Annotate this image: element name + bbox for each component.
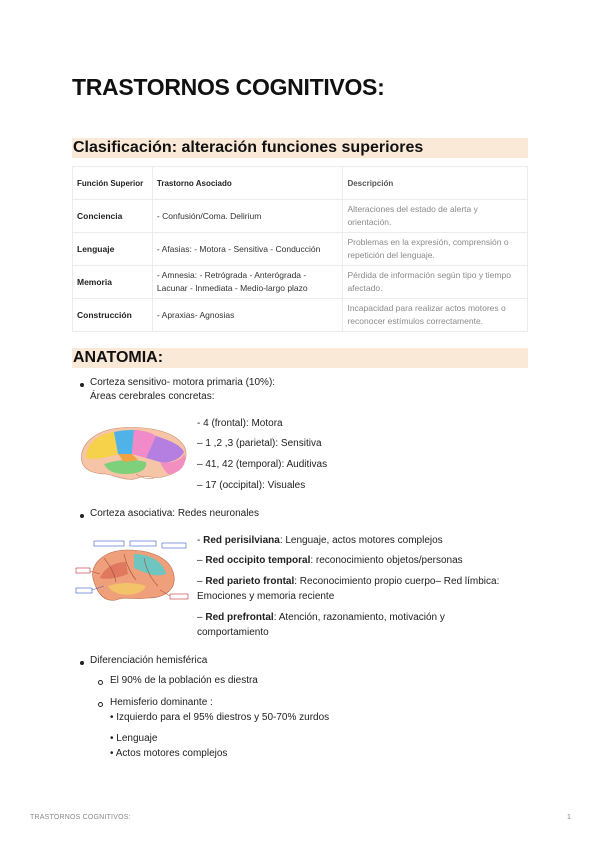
area-item: - 4 (frontal): Motora [197,418,283,429]
cell-description: Problemas en la expresión, comprensión o repetición del lenguaje. [343,233,528,266]
sub-bullet-circle [98,680,103,685]
dominant-item: • Actos motores complejos [110,748,228,759]
classification-heading: Clasificación: alteración funciones superiores [72,138,528,158]
page-title: TRASTORNOS COGNITIVOS: [72,74,385,100]
network-item: – Red prefrontal: Atención, razonamiento, motivación y [197,612,445,623]
area-item: – 41, 42 (temporal): Auditivas [197,459,328,470]
table-row [73,233,528,266]
cortex-primary-subtext: Áreas cerebrales concretas: [90,391,215,402]
network-item: – Red occipito temporal: reconocimiento objetos/personas [197,555,463,566]
header-function: Función Superior [73,167,153,200]
cell-function: Construcción [73,299,153,332]
cell-disorder: - Amnesia: - Retrógrada - Anterógrada - Lacunar - Inmediata - Medio-largo plazo [152,266,343,299]
dominant-hemisphere-text: Hemisferio dominante : [110,697,213,708]
classification-table [72,166,528,332]
right-handed-text: El 90% de la población es diestra [110,675,258,686]
network-item: - Red perisilviana: Lenguaje, actos motores complejos [197,535,443,546]
cell-disorder: - Apraxias- Agnosias [152,299,343,332]
cell-description: Incapacidad para realizar actos motores o reconocer estímulos correctamente. [343,299,528,332]
sub-bullet-circle [98,702,103,707]
bullet-dot [80,661,84,665]
cell-disorder: - Confusión/Coma. Delirium [152,200,343,233]
cell-description: Pérdida de información según tipo y tiempo afectado. [343,266,528,299]
table-row [73,200,528,233]
footer-title: TRASTORNOS COGNITIVOS: [30,814,131,821]
area-item: – 1 ,2 ,3 (parietal): Sensitiva [197,438,322,449]
page-number: 1 [567,814,571,821]
dominant-item: • Lenguaje [110,733,158,744]
network-item-continuation: Emociones y memoria reciente [197,591,335,602]
cell-function: Memoria [73,266,153,299]
bullet-dot [80,514,84,518]
brodmann-brain-image [76,424,190,486]
network-item: – Red parieto frontal: Reconocimiento propio cuerpo– Red límbica: [197,576,500,587]
table-header-row [73,167,528,200]
header-disorder: Trastorno Asociado [152,167,343,200]
hemispheric-text: Diferenciación hemisférica [90,655,208,666]
dominant-item: • Izquierdo para el 95% diestros y 50-70% zurdos [110,712,330,723]
bullet-dot [80,383,84,387]
network-item-continuation: comportamiento [197,627,269,638]
header-description: Descripción [343,167,528,200]
cortex-associative-text: Corteza asociativa: Redes neuronales [90,508,259,519]
cell-description: Alteraciones del estado de alerta y orientación. [343,200,528,233]
cell-disorder: - Afasias: - Motora - Sensitiva - Conducción [152,233,343,266]
cortex-primary-text: Corteza sensitivo- motora primaria (10%): [90,377,276,388]
table-row [73,266,528,299]
table-row [73,299,528,332]
neural-networks-brain-image [74,538,190,610]
cell-function: Conciencia [73,200,153,233]
area-item: – 17 (occipital): Visuales [197,480,306,491]
cell-function: Lenguaje [73,233,153,266]
anatomy-heading: ANATOMIA: [72,348,528,368]
